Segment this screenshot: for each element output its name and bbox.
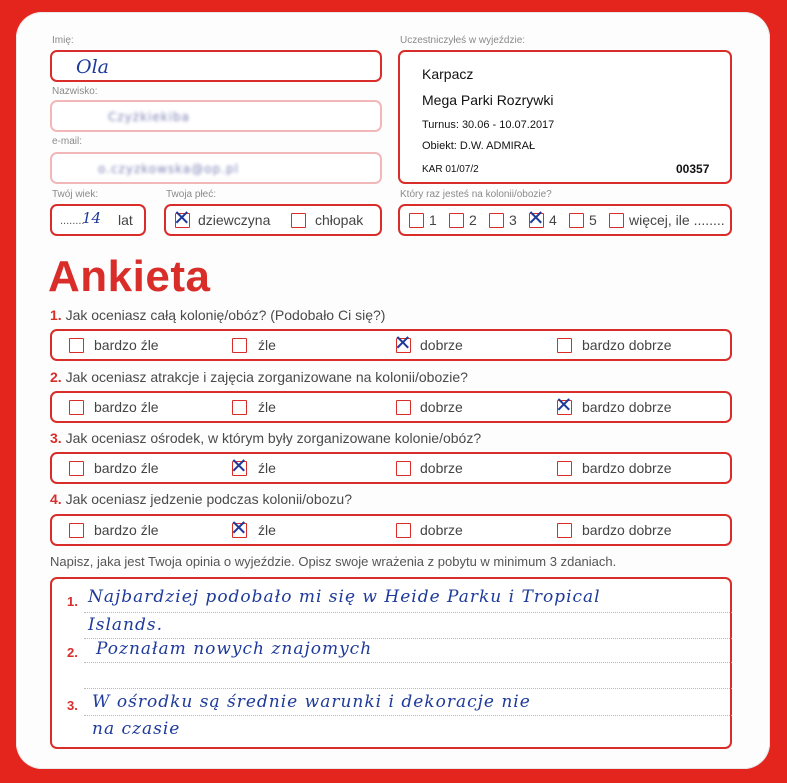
opinion-number-3: 3. (67, 698, 78, 713)
q1-dobrze-label: dobrze (420, 337, 463, 353)
survey-title: Ankieta (48, 252, 211, 301)
question-1-text: Jak oceniasz całą kolonię/obóz? (Podobało Ci się?) (65, 307, 386, 323)
opinion-answer-2-line-1: Poznałam nowych znajomych (96, 639, 373, 659)
q4-bardzo-dobrze-label: bardzo dobrze (582, 522, 672, 538)
gender-field (164, 204, 382, 236)
q1-bardzo-dobrze-checkbox[interactable] (557, 338, 572, 353)
question-2-answers (50, 391, 732, 423)
gender-male-label: chłopak (315, 212, 364, 228)
age-dots: ........ (60, 215, 85, 227)
name-value: Ola (76, 56, 109, 78)
trip-code: KAR 01/07/2 (422, 164, 479, 175)
times-3-checkbox[interactable] (489, 213, 504, 228)
trip-number: 00357 (676, 162, 710, 176)
question-4-answers (50, 514, 732, 546)
question-2-text: Jak oceniasz atrakcje i zajęcia zorganizowane na kolonii/obozie? (65, 369, 468, 385)
q4-zle-label: źle (258, 522, 276, 538)
surname-label: Nazwisko: (52, 86, 98, 97)
surname-value: Czyżkiekiba (108, 110, 190, 124)
q2-bardzo-zle-checkbox[interactable] (69, 400, 84, 415)
times-5-label: 5 (589, 212, 597, 228)
q1-dobrze-checkbox[interactable]: ✕ (394, 331, 412, 355)
question-3-text: Jak oceniasz ośrodek, w którym były zorganizowane kolonie/obóz? (65, 430, 482, 446)
age-field[interactable] (50, 204, 146, 236)
q2-zle-label: źle (258, 399, 276, 415)
q3-bardzo-dobrze-checkbox[interactable] (557, 461, 572, 476)
q4-bardzo-zle-checkbox[interactable] (69, 523, 84, 538)
q1-zle-label: źle (258, 337, 276, 353)
q4-dobrze-label: dobrze (420, 522, 463, 538)
q2-bardzo-dobrze-checkbox[interactable]: ✕ (555, 393, 573, 417)
q1-zle-checkbox[interactable] (232, 338, 247, 353)
gender-label: Twoja płeć: (166, 189, 217, 200)
trip-name: Mega Parki Rozrywki (422, 92, 554, 108)
opinion-line (84, 612, 732, 613)
trip-turnus: Turnus: 30.06 - 10.07.2017 (422, 119, 555, 131)
question-1-answers (50, 329, 732, 361)
q1-bardzo-zle-label: bardzo źle (94, 337, 159, 353)
name-label: Imię: (52, 35, 74, 46)
times-1-checkbox[interactable] (409, 213, 424, 228)
email-label: e-mail: (52, 136, 83, 147)
opinion-prompt: Napisz, jaka jest Twoja opinia o wyjeździe. Opisz swoje wrażenia z pobytu w minimum 3 zdaniach. (50, 554, 617, 569)
opinion-answer-3-line-2: na czasie (92, 719, 181, 739)
age-label: Twój wiek: (52, 189, 99, 200)
opinion-answer-3-line-1: W ośrodku są średnie warunki i dekoracje nie (92, 692, 531, 712)
surname-field[interactable] (50, 100, 382, 132)
trip-place: Karpacz (422, 66, 474, 82)
email-value: o.czyzkowska@op.pl (98, 162, 239, 176)
q4-bardzo-zle-label: bardzo źle (94, 522, 159, 538)
survey-sheet (16, 12, 770, 769)
times-field (398, 204, 732, 236)
q4-zle-checkbox[interactable]: ✕ (230, 516, 248, 540)
gender-female-label: dziewczyna (198, 212, 271, 228)
q3-bardzo-dobrze-label: bardzo dobrze (582, 460, 672, 476)
email-field[interactable] (50, 152, 382, 184)
times-more-label: więcej, ile ........ (629, 212, 725, 228)
question-2 (50, 369, 468, 385)
q1-bardzo-dobrze-label: bardzo dobrze (582, 337, 672, 353)
times-3-label: 3 (509, 212, 517, 228)
question-3 (50, 430, 481, 446)
question-1 (50, 307, 385, 323)
trip-label: Uczestniczyłeś w wyjeździe: (400, 35, 526, 46)
opinion-answer-1-line-1: Najbardziej podobało mi się w Heide Parku i Tropical (88, 587, 601, 607)
trip-box (398, 50, 732, 184)
question-4-number: 4. (50, 491, 62, 507)
q4-dobrze-checkbox[interactable] (396, 523, 411, 538)
age-unit: lat (118, 212, 133, 228)
q2-zle-checkbox[interactable] (232, 400, 247, 415)
times-2-checkbox[interactable] (449, 213, 464, 228)
q3-dobrze-label: dobrze (420, 460, 463, 476)
times-5-checkbox[interactable] (569, 213, 584, 228)
times-label: Który raz jesteś na kolonii/obozie? (400, 189, 552, 200)
opinion-number-1: 1. (67, 594, 78, 609)
times-more-checkbox[interactable] (609, 213, 624, 228)
question-1-number: 1. (50, 307, 62, 323)
question-4-text: Jak oceniasz jedzenie podczas kolonii/obozu? (65, 491, 352, 507)
q3-dobrze-checkbox[interactable] (396, 461, 411, 476)
opinion-number-2: 2. (67, 645, 78, 660)
q3-bardzo-zle-checkbox[interactable] (69, 461, 84, 476)
q2-dobrze-checkbox[interactable] (396, 400, 411, 415)
question-3-number: 3. (50, 430, 62, 446)
q2-bardzo-zle-label: bardzo źle (94, 399, 159, 415)
q3-zle-checkbox[interactable]: ✕ (230, 454, 248, 478)
times-4-checkbox[interactable]: ✕ (527, 206, 545, 230)
q2-bardzo-dobrze-label: bardzo dobrze (582, 399, 672, 415)
opinion-line (84, 715, 732, 716)
times-4-label: 4 (549, 212, 557, 228)
question-3-answers (50, 452, 732, 484)
gender-male-checkbox[interactable] (291, 213, 306, 228)
opinion-line (84, 662, 732, 663)
times-1-label: 1 (429, 212, 437, 228)
q3-zle-label: źle (258, 460, 276, 476)
q4-bardzo-dobrze-checkbox[interactable] (557, 523, 572, 538)
trip-obiekt: Obiekt: D.W. ADMIRAŁ (422, 140, 536, 152)
q1-bardzo-zle-checkbox[interactable] (69, 338, 84, 353)
q2-dobrze-label: dobrze (420, 399, 463, 415)
question-2-number: 2. (50, 369, 62, 385)
q3-bardzo-zle-label: bardzo źle (94, 460, 159, 476)
gender-female-checkbox[interactable]: ✕ (173, 206, 191, 230)
opinion-line (84, 688, 732, 689)
name-field[interactable] (50, 50, 382, 82)
opinion-answer-1-line-2: Islands. (88, 615, 163, 635)
times-2-label: 2 (469, 212, 477, 228)
question-4 (50, 491, 352, 507)
age-value: 14 (82, 209, 102, 227)
